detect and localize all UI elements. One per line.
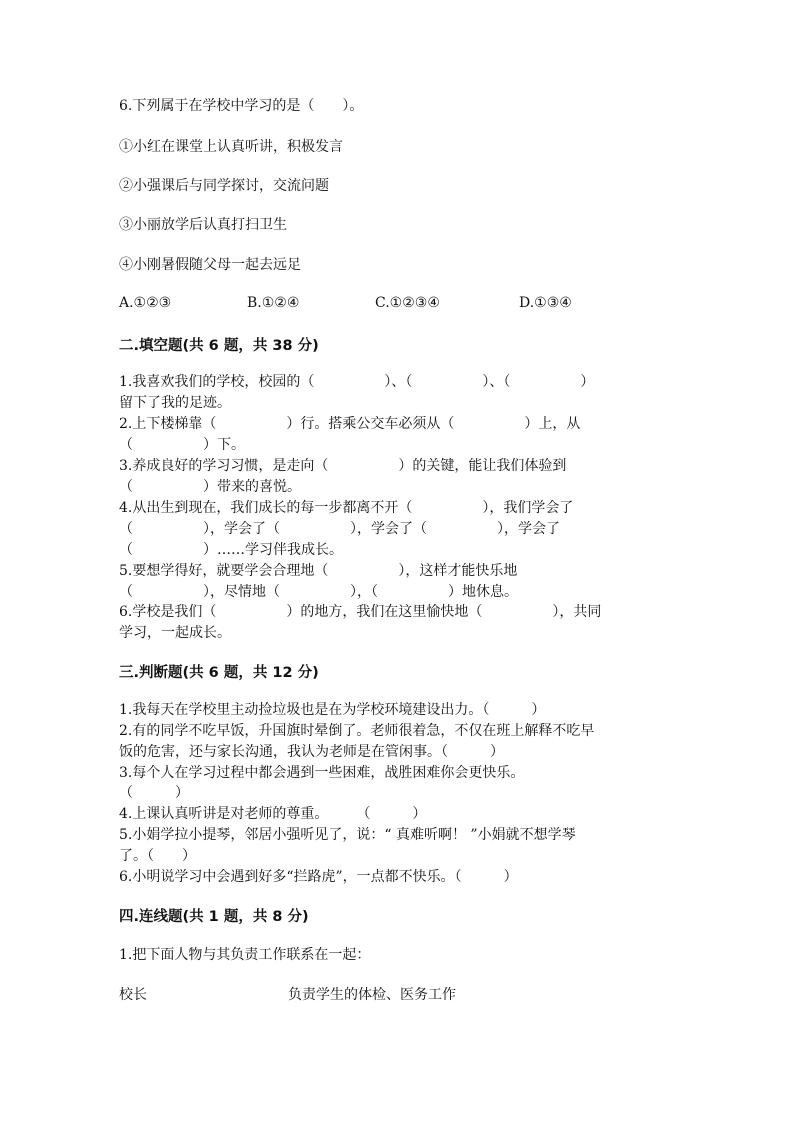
fill-line: 留下了我的足迹。 bbox=[119, 395, 231, 411]
option-b: B.①②④ bbox=[247, 295, 300, 311]
judge-line: 3.每个人在学习过程中都会遇到一些困难，战胜困难你会更快乐。 bbox=[119, 765, 525, 781]
fill-line: 1.我喜欢我们的学校，校园的（ ）、（ ）、（ ） bbox=[119, 374, 595, 390]
question-6-item-4: ④小刚暑假随父母一起去远足 bbox=[119, 257, 301, 273]
fill-line: （ ），学会了（ ），学会了（ ），学会了 bbox=[119, 521, 560, 537]
question-6-stem: 6.下列属于在学校中学习的是（ ）。 bbox=[119, 98, 364, 114]
question-6-item-1: ①小红在课堂上认真听讲，积极发言 bbox=[119, 139, 343, 155]
judge-line: 1.我每天在学校里主动捡垃圾也是在为学校环境建设出力。（ ） bbox=[119, 702, 546, 718]
option-a: A.①②③ bbox=[119, 295, 172, 311]
match-stem: 1.把下面人物与其负责工作联系在一起： bbox=[119, 947, 371, 963]
section-match-header: 四.连线题(共 1 题，共 8 分) bbox=[119, 909, 309, 925]
judge-line: 饭的危害，还与家长沟通，我认为老师是在管闲事。（ ） bbox=[119, 744, 504, 760]
section-fill-header: 二.填空题(共 6 题，共 38 分) bbox=[119, 338, 319, 354]
judge-line: 4.上课认真听讲是对老师的尊重。 （ ） bbox=[119, 806, 427, 822]
match-right-item: 负责学生的体检、医务工作 bbox=[288, 987, 456, 1003]
option-d: D.①③④ bbox=[519, 295, 572, 311]
question-6-item-3: ③小丽放学后认真打扫卫生 bbox=[119, 217, 287, 233]
match-left-item: 校长 bbox=[119, 987, 147, 1003]
fill-line: 3.养成良好的学习习惯，是走向（ ）的关键，能让我们体验到 bbox=[119, 458, 567, 474]
judge-line: 了。（ ） bbox=[119, 848, 196, 864]
option-c: C.①②③④ bbox=[375, 295, 440, 311]
fill-line: （ ）带来的喜悦。 bbox=[119, 479, 301, 495]
judge-line: 2.有的同学不吃早饭，升国旗时晕倒了。老师很着急，不仅在班上解释不吃早 bbox=[119, 723, 595, 739]
fill-line: （ ），尽情地（ ），（ ）地休息。 bbox=[119, 584, 518, 600]
judge-line: 6.小明说学习中会遇到好多“拦路虎”，一点都不快乐。（ ） bbox=[119, 869, 518, 885]
fill-line: 4.从出生到现在，我们成长的每一步都离不开（ ），我们学会了 bbox=[119, 500, 574, 516]
judge-line: 5.小娟学拉小提琴，邻居小强听见了，说：“ 真难听啊！ ”小娟就不想学琴 bbox=[119, 827, 576, 843]
fill-line: 学习，一起成长。 bbox=[119, 625, 231, 641]
judge-line: （ ） bbox=[119, 785, 189, 801]
fill-line: 2.上下楼梯靠（ ）行。搭乘公交车必须从（ ）上，从 bbox=[119, 416, 581, 432]
fill-line: （ ）……学习伴我成长。 bbox=[119, 542, 343, 558]
fill-line: （ ）下。 bbox=[119, 437, 245, 453]
question-6-item-2: ②小强课后与同学探讨，交流问题 bbox=[119, 178, 329, 194]
section-judge-header: 三.判断题(共 6 题，共 12 分) bbox=[119, 665, 319, 681]
fill-line: 5.要想学得好，就要学会合理地（ ），这样才能快乐地 bbox=[119, 563, 518, 579]
fill-line: 6.学校是我们（ ）的地方，我们在这里愉快地（ ），共同 bbox=[119, 604, 602, 620]
